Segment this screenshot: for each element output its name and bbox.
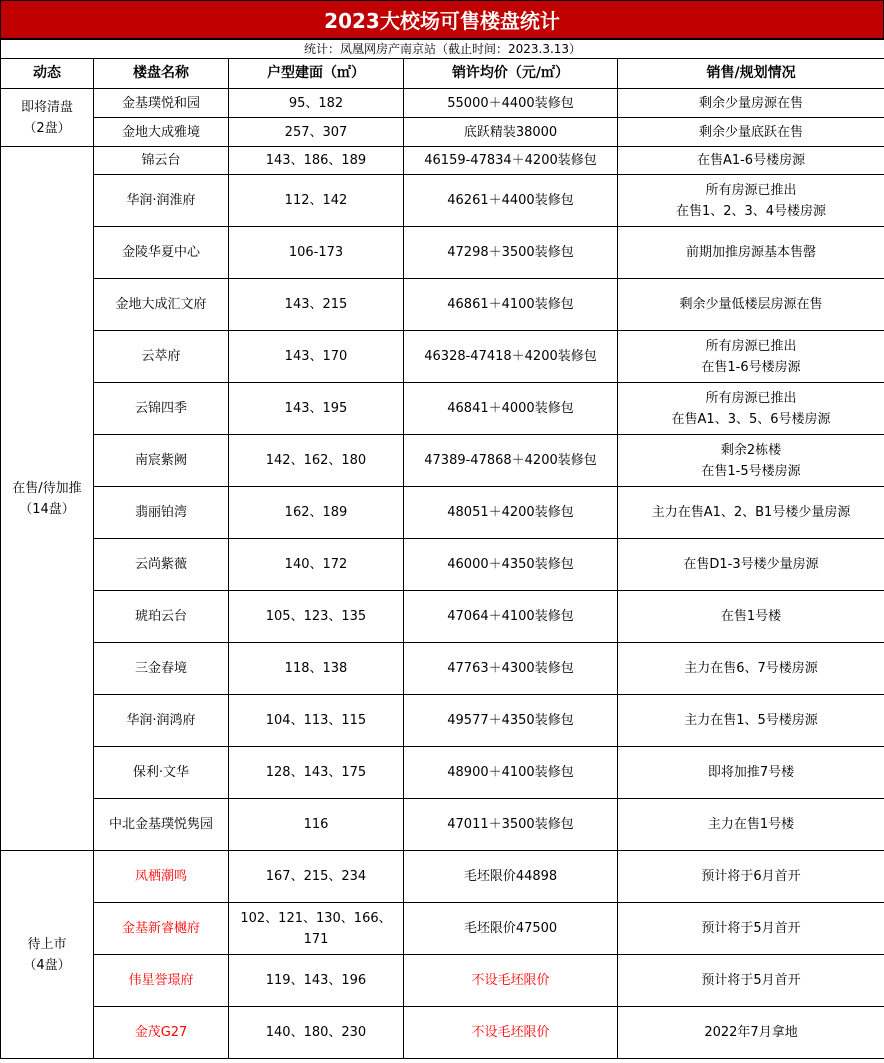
sales-status: 2022年7月拿地 bbox=[618, 1007, 884, 1059]
sales-status: 主力在售1、5号楼房源 bbox=[618, 695, 884, 747]
unit-area: 167、215、234 bbox=[229, 851, 404, 903]
sales-status: 在售D1-3号楼少量房源 bbox=[618, 539, 884, 591]
project-name: 金地大成雅境 bbox=[94, 118, 229, 147]
table-row bbox=[1, 747, 884, 799]
project-name: 金基新睿樾府 bbox=[94, 903, 229, 955]
project-name: 三金春境 bbox=[94, 643, 229, 695]
unit-area: 104、113、115 bbox=[229, 695, 404, 747]
unit-area: 143、170 bbox=[229, 331, 404, 383]
header-name: 楼盘名称 bbox=[94, 59, 229, 89]
unit-area: 95、182 bbox=[229, 89, 404, 118]
table-row bbox=[1, 955, 884, 1007]
table-row bbox=[1, 1007, 884, 1059]
avg-price: 49577＋4350装修包 bbox=[404, 695, 618, 747]
table-row bbox=[1, 147, 884, 175]
project-name: 保利·文华 bbox=[94, 747, 229, 799]
avg-price: 不设毛坯限价 bbox=[404, 1007, 618, 1059]
table-row bbox=[1, 383, 884, 435]
project-name: 琥珀云台 bbox=[94, 591, 229, 643]
table-row bbox=[1, 799, 884, 851]
project-name: 金陵华夏中心 bbox=[94, 227, 229, 279]
header-area: 户型建面（㎡） bbox=[229, 59, 404, 89]
unit-area: 116 bbox=[229, 799, 404, 851]
sales-status: 剩余少量低楼层房源在售 bbox=[618, 279, 884, 331]
unit-area: 118、138 bbox=[229, 643, 404, 695]
avg-price: 毛坯限价44898 bbox=[404, 851, 618, 903]
sales-status: 主力在售6、7号楼房源 bbox=[618, 643, 884, 695]
table-row bbox=[1, 903, 884, 955]
header-status: 销售/规划情况 bbox=[618, 59, 884, 89]
project-name: 金茂G27 bbox=[94, 1007, 229, 1059]
avg-price: 毛坯限价47500 bbox=[404, 903, 618, 955]
table-row bbox=[1, 118, 884, 147]
project-name: 中北金基璞悦隽园 bbox=[94, 799, 229, 851]
table-row bbox=[1, 279, 884, 331]
avg-price: 46328-47418＋4200装修包 bbox=[404, 331, 618, 383]
avg-price: 48900＋4100装修包 bbox=[404, 747, 618, 799]
sales-status: 所有房源已推出 在售A1、3、5、6号楼房源 bbox=[618, 383, 884, 435]
sales-status: 预计将于5月首开 bbox=[618, 903, 884, 955]
header-dynamic: 动态 bbox=[1, 59, 94, 89]
avg-price: 46159-47834＋4200装修包 bbox=[404, 147, 618, 175]
unit-area: 105、123、135 bbox=[229, 591, 404, 643]
sales-status: 预计将于6月首开 bbox=[618, 851, 884, 903]
avg-price: 55000＋4400装修包 bbox=[404, 89, 618, 118]
unit-area: 257、307 bbox=[229, 118, 404, 147]
table-row bbox=[1, 435, 884, 487]
unit-area: 140、180、230 bbox=[229, 1007, 404, 1059]
unit-area: 143、186、189 bbox=[229, 147, 404, 175]
sales-status: 剩余少量底跃在售 bbox=[618, 118, 884, 147]
table-row bbox=[1, 487, 884, 539]
avg-price: 47389-47868＋4200装修包 bbox=[404, 435, 618, 487]
sales-status: 所有房源已推出 在售1-6号楼房源 bbox=[618, 331, 884, 383]
project-name: 华润·润鸿府 bbox=[94, 695, 229, 747]
project-name: 云锦四季 bbox=[94, 383, 229, 435]
table-row bbox=[1, 851, 884, 903]
sales-status: 主力在售A1、2、B1号楼少量房源 bbox=[618, 487, 884, 539]
avg-price: 47064＋4100装修包 bbox=[404, 591, 618, 643]
avg-price: 47298＋3500装修包 bbox=[404, 227, 618, 279]
avg-price: 48051＋4200装修包 bbox=[404, 487, 618, 539]
unit-area: 102、121、130、166、171 bbox=[229, 903, 404, 955]
project-name: 金地大成汇文府 bbox=[94, 279, 229, 331]
project-name: 南宸紫阙 bbox=[94, 435, 229, 487]
page-title: 2023大校场可售楼盘统计 bbox=[0, 0, 884, 39]
group-label: 待上市 （4盘） bbox=[1, 851, 94, 1059]
sales-status: 即将加推7号楼 bbox=[618, 747, 884, 799]
sales-status: 预计将于5月首开 bbox=[618, 955, 884, 1007]
table-row bbox=[1, 695, 884, 747]
avg-price: 46861＋4100装修包 bbox=[404, 279, 618, 331]
project-name: 凤栖潮鸣 bbox=[94, 851, 229, 903]
unit-area: 112、142 bbox=[229, 175, 404, 227]
sales-status: 所有房源已推出 在售1、2、3、4号楼房源 bbox=[618, 175, 884, 227]
header-price: 销许均价（元/㎡） bbox=[404, 59, 618, 89]
avg-price: 46261＋4400装修包 bbox=[404, 175, 618, 227]
sales-status: 在售1号楼 bbox=[618, 591, 884, 643]
unit-area: 143、215 bbox=[229, 279, 404, 331]
table-row bbox=[1, 175, 884, 227]
project-name: 翡丽铂湾 bbox=[94, 487, 229, 539]
sales-status: 剩余少量房源在售 bbox=[618, 89, 884, 118]
table-row bbox=[1, 89, 884, 118]
unit-area: 140、172 bbox=[229, 539, 404, 591]
table-row bbox=[1, 331, 884, 383]
project-name: 伟星誉璟府 bbox=[94, 955, 229, 1007]
unit-area: 128、143、175 bbox=[229, 747, 404, 799]
table-subtitle: 统计：凤凰网房产南京站（截止时间：2023.3.13） bbox=[1, 40, 884, 59]
table-row bbox=[1, 643, 884, 695]
project-name: 锦云台 bbox=[94, 147, 229, 175]
unit-area: 106-173 bbox=[229, 227, 404, 279]
sales-status: 主力在售1号楼 bbox=[618, 799, 884, 851]
avg-price: 底跃精装38000 bbox=[404, 118, 618, 147]
avg-price: 47763＋4300装修包 bbox=[404, 643, 618, 695]
table-row bbox=[1, 227, 884, 279]
avg-price: 46000＋4350装修包 bbox=[404, 539, 618, 591]
avg-price: 不设毛坯限价 bbox=[404, 955, 618, 1007]
table-row bbox=[1, 591, 884, 643]
group-label: 在售/待加推 （14盘） bbox=[1, 147, 94, 851]
property-table bbox=[0, 39, 884, 1059]
unit-area: 143、195 bbox=[229, 383, 404, 435]
group-label: 即将清盘 （2盘） bbox=[1, 89, 94, 147]
unit-area: 142、162、180 bbox=[229, 435, 404, 487]
project-name: 云萃府 bbox=[94, 331, 229, 383]
project-name: 云尚紫薇 bbox=[94, 539, 229, 591]
sales-status: 在售A1-6号楼房源 bbox=[618, 147, 884, 175]
project-name: 华润·润淮府 bbox=[94, 175, 229, 227]
unit-area: 119、143、196 bbox=[229, 955, 404, 1007]
table-row bbox=[1, 539, 884, 591]
avg-price: 47011＋3500装修包 bbox=[404, 799, 618, 851]
project-name: 金基璞悦和园 bbox=[94, 89, 229, 118]
sales-status: 剩余2栋楼 在售1-5号楼房源 bbox=[618, 435, 884, 487]
unit-area: 162、189 bbox=[229, 487, 404, 539]
avg-price: 46841＋4000装修包 bbox=[404, 383, 618, 435]
sales-status: 前期加推房源基本售罄 bbox=[618, 227, 884, 279]
